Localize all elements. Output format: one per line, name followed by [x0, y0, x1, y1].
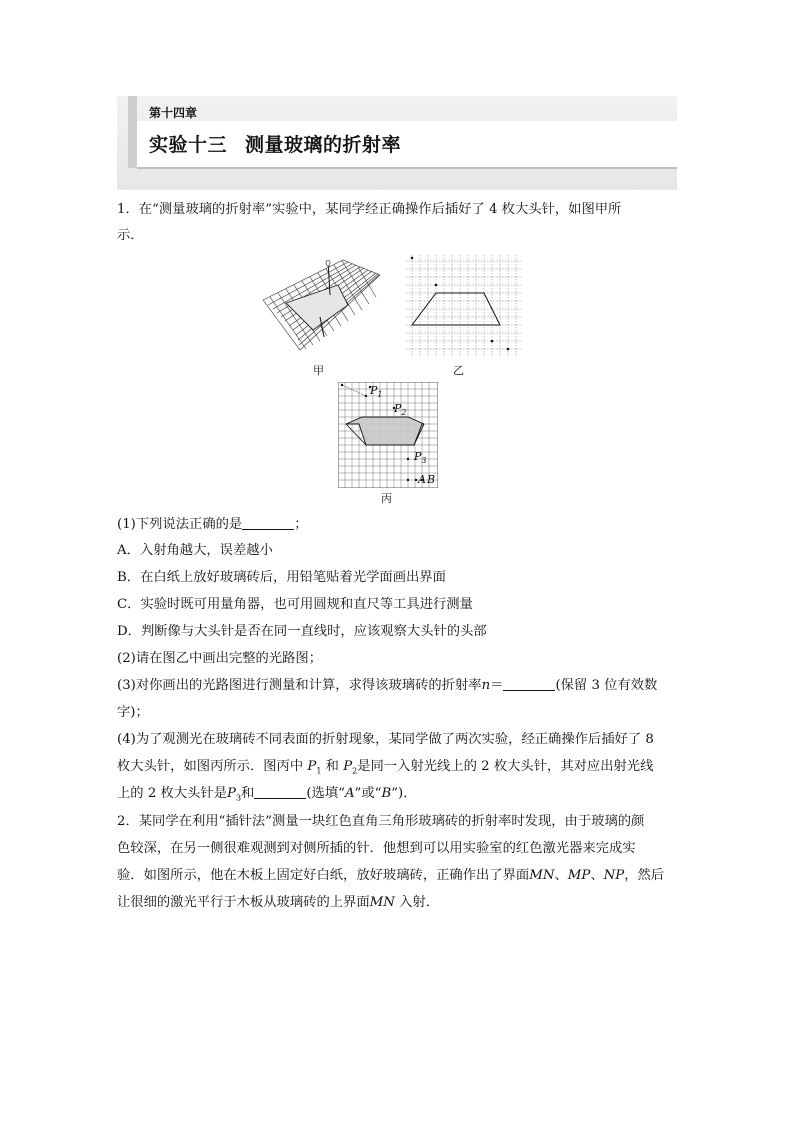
- figure-jia-caption: 甲: [313, 364, 324, 377]
- chapter-label: 第十四章: [149, 106, 198, 120]
- q1-sub3-cont: 字)；: [117, 705, 149, 720]
- q2-line4: 让很细的激光平行于木板从玻璃砖的上界面MN 入射．: [117, 895, 440, 910]
- title-experiment-name: 测量玻璃的折射率: [245, 134, 402, 156]
- q1-intro-line2: 示．: [117, 228, 144, 243]
- q1-option-a: A．入射角越大，误差越小: [117, 543, 273, 558]
- figure-bing-caption: 丙: [381, 492, 392, 505]
- q2-line2: 色较深，在另一侧很难观测到对侧所插的针．他想到可以用实验室的红色激光器来完成实: [117, 841, 636, 856]
- q1-sub4-line2: 枚大头针，如图丙所示．图丙中 $P_1$ 和 $P_2$是同一入射光线上的 2 枚大头针，其对应出射光线: [117, 759, 654, 776]
- answer-blank-3[interactable]: [503, 676, 555, 691]
- q2-line1: 2．某同学在利用“插针法”测量一块红色直角三角形玻璃砖的折射率时发现，由于玻璃的颜: [117, 814, 645, 829]
- q1-intro-line1: 1．在“测量玻璃的折射率”实验中，某同学经正确操作后插好了 4 枚大头针，如图甲所: [117, 202, 622, 217]
- figure-yi-grid-trapezoid: [406, 255, 521, 357]
- q1-sub4-line3: 上的 2 枚大头针是$P_3$和 (选填“A”或“B”)．: [117, 786, 417, 803]
- answer-blank-1[interactable]: [242, 515, 294, 530]
- q1-option-d: D．判断像与大头针是否在同一直线时，应该观察大头针的头部: [117, 624, 487, 639]
- q1-option-c: C．实验时既可用量角器，也可用圆规和直尺等工具进行测量: [117, 597, 473, 612]
- q2-line3: 验．如图所示，他在木板上固定好白纸，放好玻璃砖，正确作出了界面MN、MP、NP，然后: [117, 868, 665, 883]
- figure-yi-caption: 乙: [453, 364, 464, 377]
- page-title: [149, 130, 401, 157]
- pin-label-a: A: [418, 473, 426, 486]
- q1-sub1: (1)下列说法正确的是 ；: [117, 517, 308, 532]
- figure-jia-perspective-grid: [258, 255, 383, 363]
- pin-label-p2: $P_2$: [394, 402, 407, 418]
- title-experiment-number: 实验十三: [149, 134, 228, 156]
- pin-label-p1: $P_1$: [370, 384, 383, 400]
- q1-sub2: (2)请在图乙中画出完整的光路图；: [117, 651, 322, 666]
- q1-option-b: B．在白纸上放好玻璃砖后，用铅笔贴着光学面画出界面: [117, 570, 446, 585]
- answer-blank-4[interactable]: [254, 784, 306, 799]
- q1-sub3: (3)对你画出的光路图进行测量和计算，求得该玻璃砖的折射率n＝ (保留 3 位有效数: [117, 678, 658, 693]
- pin-label-b: B: [427, 473, 436, 486]
- q1-sub4-line1: (4)为了观测光在玻璃砖不同表面的折射现象，某同学做了两次实验，经正确操作后插好了 8: [117, 732, 654, 747]
- header-accent-bar: [128, 96, 137, 168]
- pin-label-p3: $P_3$: [414, 450, 427, 466]
